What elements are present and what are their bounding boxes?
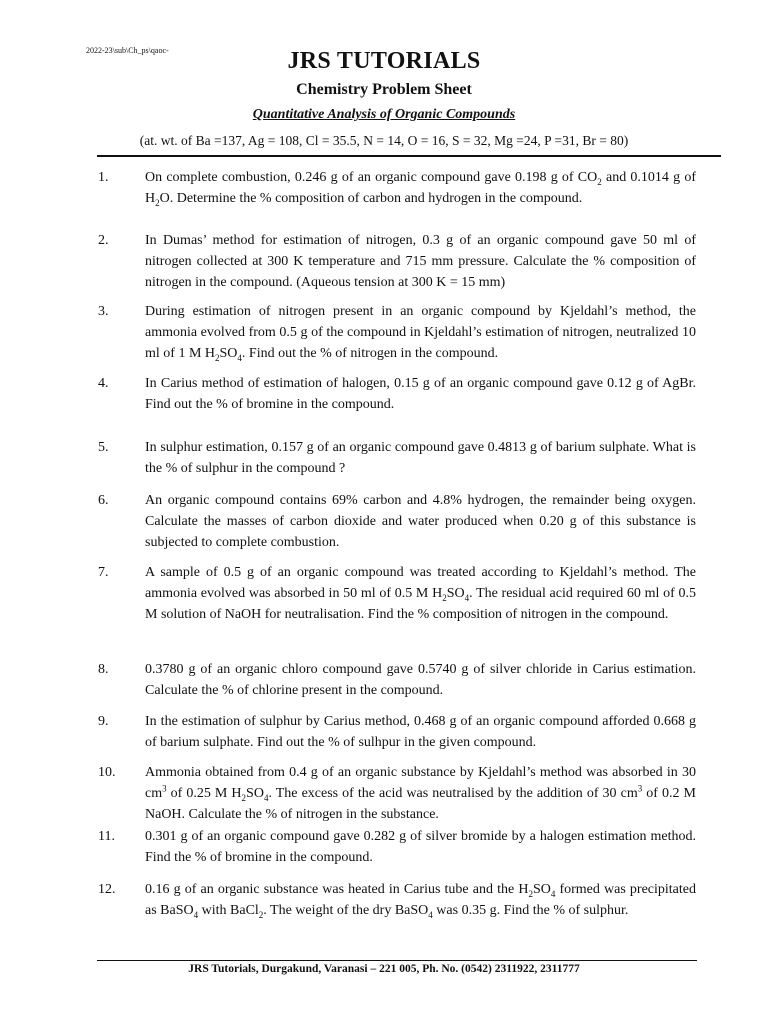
question-number: 5.: [98, 440, 109, 455]
document-code: 2022-23\sub\Ch_ps\qaoc-: [86, 46, 169, 55]
header-divider: [97, 155, 721, 157]
question-text: A sample of 0.5 g of an organic compound was treated according to Kjeldahl’s method. The ammonia evolved was absorbed in 50 ml of 0.5 M $H_2SO_4$. The residual acid required 60 ml of 0.5 M solution of NaOH for neutralisation. Find the % composition of nitrogen in the compound.: [145, 565, 696, 622]
question-text: In sulphur estimation, 0.157 g of an organic compound gave 0.4813 g of barium sulphate. What is the % of sulphur in the compound ?: [145, 440, 696, 476]
question-number: 3.: [98, 304, 109, 319]
question-text: An organic compound contains 69% carbon and 4.8% hydrogen, the remainder being oxygen. Calculate the masses of carbon dioxide and water produced when 0.20 g of this substance is subjected to complete combustion.: [145, 493, 696, 550]
page-title: JRS TUTORIALS: [287, 48, 481, 74]
question-number: 10.: [98, 765, 116, 780]
footer-divider: [97, 960, 697, 961]
question-number: 1.: [98, 170, 109, 185]
question-number: 7.: [98, 565, 109, 580]
question-number: 8.: [98, 662, 109, 677]
atomic-weights-note: (at. wt. of Ba =137, Ag = 108, Cl = 35.5, N = 14, O = 16, S = 32, Mg =24, P =31, Br = 80): [139, 133, 629, 148]
question-number: 12.: [98, 882, 116, 897]
question-text: 0.16 g of an organic substance was heated in Carius tube and the $H_2SO_4$ formed was precipitated as BaSO$_4$ with BaCl$_2$. The weight of the dry BaSO$_4$ was 0.35 g. Find the % of sulphur.: [145, 882, 696, 920]
question-number: 9.: [98, 714, 109, 729]
question-text: During estimation of nitrogen present in an organic compound by Kjeldahl’s method, the ammonia evolved from 0.5 g of the compound in Kjeldahl’s estimation of nitrogen, neutralized 10 ml of 1 M $H_2SO_4$. Find out the % of nitrogen in the compound.: [145, 304, 696, 363]
question-text: In Dumas’ method for estimation of nitrogen, 0.3 g of an organic compound gave 50 ml of nitrogen collected at 300 K temperature and 715 mm pressure. Calculate the % composition of nitrogen in the compound. (Aqueous tension at 300 K = 15 mm): [145, 233, 696, 290]
question-number: 11.: [98, 829, 115, 844]
footer-address: JRS Tutorials, Durgakund, Varanasi – 221 005, Ph. No. (0542) 2311922, 2311777: [188, 963, 580, 975]
question-text: Ammonia obtained from 0.4 g of an organic substance by Kjeldahl’s method was absorbed in 30 $cm^3$ of 0.25 M $H_2SO_4$. The excess of the acid was neutralised by the addition of 30 $cm^3$ of 0.2 M NaOH. Calculate the % of nitrogen in the substance.: [145, 765, 696, 822]
question-text: In Carius method of estimation of halogen, 0.15 g of an organic compound gave 0.12 g of AgBr. Find out the % of bromine in the compound.: [145, 376, 696, 412]
question-text: 0.3780 g of an organic chloro compound gave 0.5740 g of silver chloride in Carius estimation. Calculate the % of chlorine present in the compound.: [145, 662, 696, 698]
question-number: 2.: [98, 233, 109, 248]
question-number: 6.: [98, 493, 109, 508]
page-subtitle: Chemistry Problem Sheet: [296, 81, 472, 98]
question-text: In the estimation of sulphur by Carius method, 0.468 g of an organic compound afforded 0.668 g of barium sulphate. Find out the % of sulhpur in the given compound.: [145, 714, 696, 750]
question-text: 0.301 g of an organic compound gave 0.282 g of silver bromide by a halogen estimation method. Find the % of bromine in the compound.: [145, 829, 696, 865]
question-text: On complete combustion, 0.246 g of an organic compound gave 0.198 g of $CO_2$ and 0.1014 g of $H_2O$. Determine the % composition of carbon and hydrogen in the compound.: [145, 170, 696, 208]
question-number: 4.: [98, 376, 109, 391]
topic-heading: Quantitative Analysis of Organic Compounds: [252, 107, 516, 122]
